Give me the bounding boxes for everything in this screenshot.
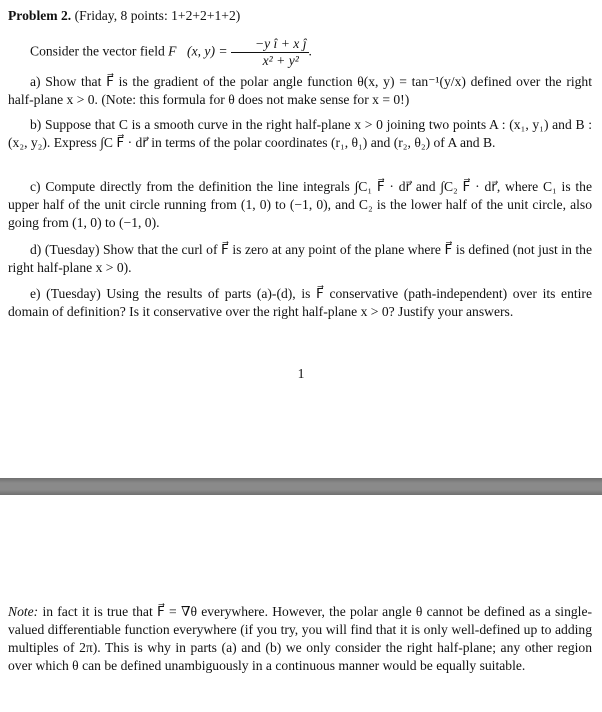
note-text: in fact it is true that F⃗ = ∇θ everywhere. However, the polar angle θ cannot be defined as a single-valued differentiable function everywhere (if you try, you will find that it is only well-defined up to adding multiples of 2π). This is why in parts (a) and (b) we only consider the right half-plane; any other region over which θ can be defined unambiguously in a continuous manner would be equally suitable. <box>8 604 592 673</box>
part-b: b) Suppose that C is a smooth curve in the right half-plane x > 0 joining two points A : (x₁, y₁) and B : (x₂, y₂). Express ∫C F⃗ · dr⃗ in terms of the polar coordinates (r₁, θ₁) and (r₂, θ₂) of A and B. <box>8 117 592 150</box>
vector-field-fraction <box>231 36 309 69</box>
part-a: a) Show that F⃗ is the gradient of the polar angle function θ(x, y) = tan⁻¹(y/x) defined over the right half-plane x > 0. (Note: this formula for θ does not make sense for x = 0!) <box>8 74 592 107</box>
intro-text: Consider the vector field <box>30 43 169 59</box>
intro-end: . <box>308 43 312 59</box>
fraction-denominator: x² + y² <box>262 53 299 68</box>
problem-heading <box>8 7 592 25</box>
note-paragraph <box>8 603 592 675</box>
page-divider <box>0 478 602 495</box>
document-page-2 <box>0 495 602 712</box>
part-d: d) (Tuesday) Show that the curl of F⃗ is zero at any point of the plane where F⃗ is defined (not just in the right half-plane x > 0). <box>8 242 592 275</box>
part-e: e) (Tuesday) Using the results of parts (a)-(d), is F⃗ conservative (path-independent) over its entire domain of definition? Is it conservative over the right half-plane x > 0? Justify your answers. <box>8 286 592 319</box>
problem-heading-details: (Friday, 8 points: 1+2+2+1+2) <box>71 8 241 23</box>
intro-field-lhs: F⃗(x, y) = <box>168 43 231 59</box>
problem-intro <box>8 36 592 69</box>
problem-heading-label: Problem 2. <box>8 8 72 23</box>
fraction-numerator: −y î + x ĵ <box>231 36 309 53</box>
part-c: c) Compute directly from the definition the line integrals ∫C₁ F⃗ · dr⃗ and ∫C₂ F⃗ · dr⃗, where C₁ is the upper half of the unit circle running from (1, 0) to (−1, 0), and C₂ is the lower half of the unit circle, also going from (1, 0) to (−1, 0). <box>8 179 592 230</box>
page-number: 1 <box>297 366 305 381</box>
note-label: Note: <box>8 604 39 619</box>
